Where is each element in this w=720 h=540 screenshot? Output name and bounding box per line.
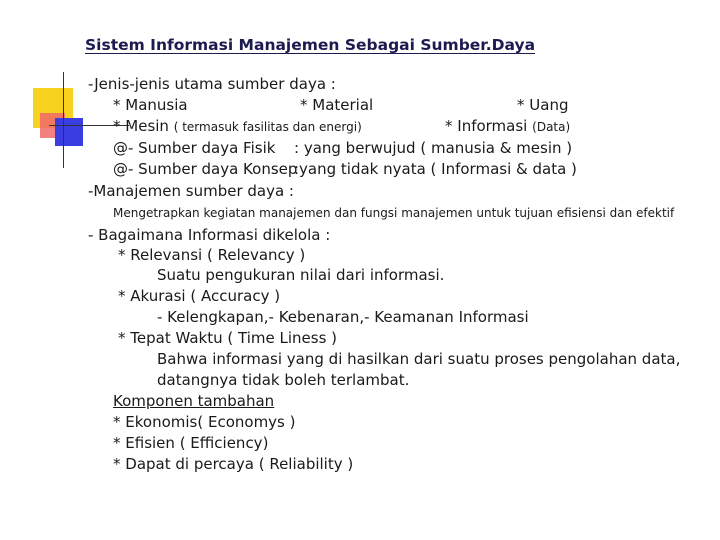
relevansi-desc: Suatu pengukuran nilai dari informasi. [157, 266, 445, 284]
fisik-desc: : yang berwujud ( manusia & mesin ) [294, 139, 573, 157]
tepat-waktu-item [118, 329, 337, 347]
relevansi-item [118, 246, 305, 264]
komponen-heading: Komponen tambahan [113, 392, 275, 410]
fisik-label: @- Sumber daya Fisik [113, 139, 276, 157]
akurasi-desc: - Kelengkapan,- Kebenaran,- Keamanan Informasi [157, 308, 529, 326]
vertical-rule [63, 72, 64, 168]
konsep-label: @- Sumber daya Konsep [113, 160, 298, 178]
efisien-paren: ( Efficiency) [174, 434, 269, 452]
relevansi-label: * Relevansi [118, 246, 203, 264]
relevansi-paren: ( Relevancy ) [202, 246, 306, 264]
akurasi-paren: ( Accuracy ) [185, 287, 281, 305]
manajemen-desc: Mengetrapkan kegiatan manajemen dan fungsi manajemen untuk tujuan efisiensi dan efektif [113, 206, 675, 220]
slide-title: Sistem Informasi Manajemen Sebagai Sumber.Daya [85, 36, 536, 54]
ekonomis-item [113, 413, 296, 431]
resource-uang: * Uang [517, 96, 569, 114]
resource-mesin-note: ( termasuk fasilitas dan energi) [173, 120, 362, 134]
efisien-item [113, 434, 268, 452]
resource-manusia: * Manusia [113, 96, 188, 114]
resource-mesin-label: * Mesin [113, 117, 169, 135]
konsep-desc: :yang tidak nyata ( Informasi & data ) [294, 160, 577, 178]
efisien-label: * Efisien [113, 434, 175, 452]
resource-informasi-note: (Data) [532, 120, 571, 134]
ekonomis-paren: ( Economys ) [197, 413, 296, 431]
resource-mesin [113, 117, 362, 135]
blue-square-deco [55, 118, 83, 146]
resource-informasi [445, 117, 570, 135]
tepat-waktu-paren: ( Time Liness ) [222, 329, 337, 347]
ekonomis-label: * Ekonomis [113, 413, 198, 431]
dapat-dipercaya-item [113, 455, 353, 473]
resource-informasi-label: * Informasi [445, 117, 528, 135]
jenis-heading: -Jenis-jenis utama sumber daya : [88, 75, 336, 93]
tepat-waktu-label: * Tepat Waktu [118, 329, 223, 347]
tepat-waktu-desc-2: datangnya tidak boleh terlambat. [157, 371, 410, 389]
akurasi-label: * Akurasi [118, 287, 186, 305]
bagaimana-heading: - Bagaimana Informasi dikelola : [88, 226, 331, 244]
manajemen-heading: -Manajemen sumber daya : [88, 182, 294, 200]
dapat-dipercaya-label: * Dapat di percaya [113, 455, 254, 473]
dapat-dipercaya-paren: ( Reliability ) [253, 455, 354, 473]
akurasi-item [118, 287, 280, 305]
resource-material: * Material [300, 96, 374, 114]
tepat-waktu-desc-1: Bahwa informasi yang di hasilkan dari suatu proses pengolahan data, [157, 350, 681, 368]
